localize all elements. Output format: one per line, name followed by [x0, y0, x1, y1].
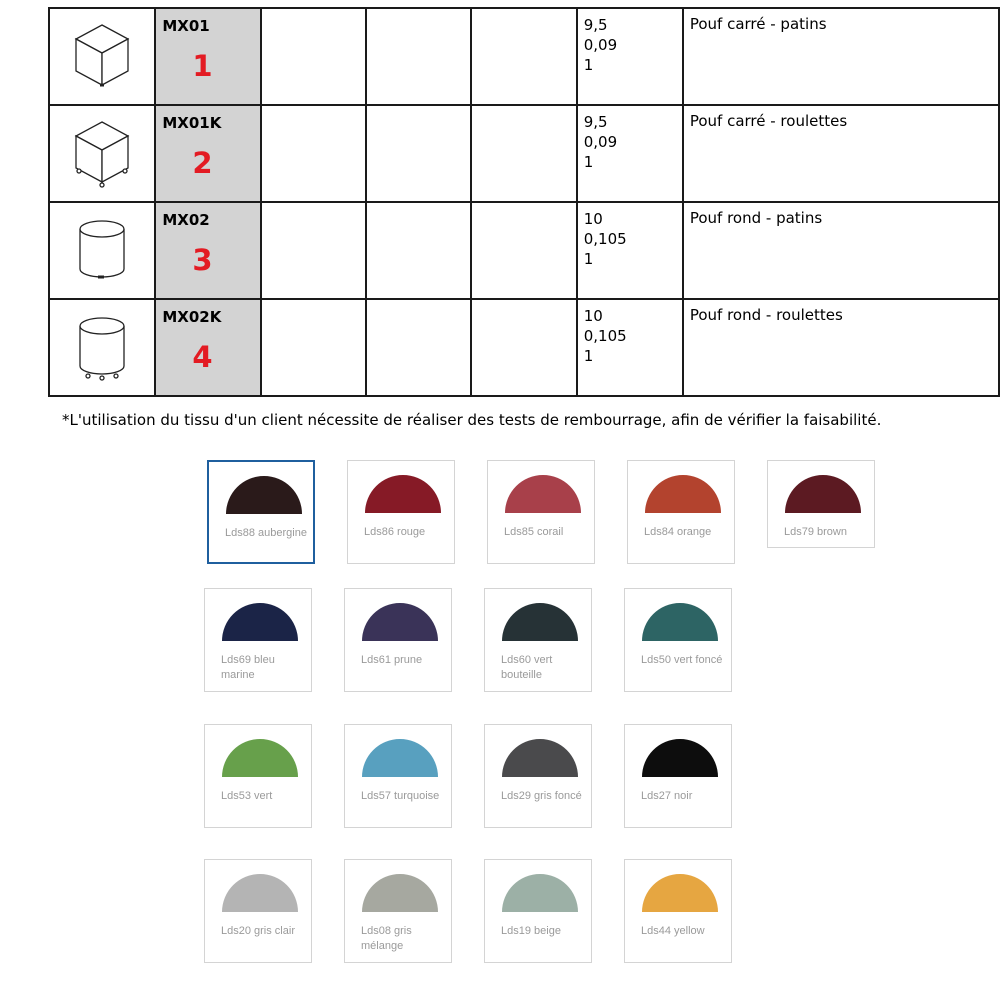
- fabric-color-sample: [644, 473, 722, 513]
- product-number: 1: [192, 49, 213, 83]
- fabric-swatch[interactable]: [767, 460, 875, 548]
- values-cell: [577, 105, 683, 202]
- empty-cell: [471, 105, 576, 202]
- value-2: 0,105: [583, 230, 627, 248]
- fabric-swatch[interactable]: [487, 460, 595, 564]
- fabric-color-sample: [364, 473, 442, 513]
- value-1: 9,5: [583, 16, 608, 34]
- fabric-swatch[interactable]: [484, 588, 592, 692]
- value-3: 1: [583, 347, 594, 365]
- product-image-cell: [49, 8, 155, 105]
- cube-pouf-icon: [50, 19, 154, 91]
- fabric-swatch[interactable]: [624, 588, 732, 692]
- fabric-color-sample: [221, 737, 299, 777]
- fabric-color-sample: [641, 872, 719, 912]
- product-description: Pouf carré - roulettes: [689, 112, 848, 130]
- fabric-swatch[interactable]: [484, 859, 592, 963]
- swatch-label: Lds57 turquoise: [361, 790, 440, 802]
- description-cell: [683, 202, 999, 299]
- footnote: *L'utilisation du tissu d'un client nécessite de réaliser des tests de rembourrage, afin de vérifier la faisabilité.: [62, 411, 882, 429]
- product-description: Pouf carré - patins: [689, 15, 827, 33]
- fabric-swatch[interactable]: [484, 724, 592, 828]
- fabric-swatch[interactable]: [624, 859, 732, 963]
- fabric-swatch[interactable]: [624, 724, 732, 828]
- product-description: Pouf rond - roulettes: [689, 306, 843, 324]
- product-image-cell: [49, 202, 155, 299]
- empty-cell: [261, 8, 366, 105]
- round-pouf-icon: [50, 213, 154, 285]
- swatch-label: Lds29 gris foncé: [501, 790, 582, 802]
- empty-cell: [366, 105, 471, 202]
- empty-cell: [366, 202, 471, 299]
- fabric-color-sample: [225, 474, 303, 514]
- swatch-label: Lds61 prune: [361, 654, 423, 666]
- table-row: [49, 299, 999, 396]
- fabric-color-sample: [361, 737, 439, 777]
- description-cell: [683, 105, 999, 202]
- empty-cell: [471, 8, 576, 105]
- swatch-label: Lds19 beige: [501, 925, 561, 937]
- fabric-swatch[interactable]: [627, 460, 735, 564]
- product-number: 4: [192, 340, 213, 374]
- product-image-cell: [49, 299, 155, 396]
- fabric-swatch[interactable]: [344, 859, 452, 963]
- fabric-color-sample: [221, 601, 299, 641]
- product-code-cell: [155, 105, 260, 202]
- product-code-cell: [155, 299, 260, 396]
- value-2: 0,09: [583, 133, 618, 151]
- value-1: 10: [583, 210, 603, 228]
- swatch-label: Lds27 noir: [641, 790, 693, 802]
- product-table: [48, 7, 1000, 397]
- swatch-label: Lds79 brown: [784, 526, 847, 538]
- fabric-swatch[interactable]: [204, 724, 312, 828]
- swatch-label: Lds86 rouge: [364, 526, 426, 538]
- swatch-label: Lds84 orange: [644, 526, 712, 538]
- product-code: MX02K: [162, 308, 222, 326]
- value-1: 10: [583, 307, 603, 325]
- swatch-label: Lds85 corail: [504, 526, 564, 538]
- swatch-label: Lds53 vert: [221, 790, 273, 802]
- fabric-color-sample: [641, 737, 719, 777]
- table-row: [49, 8, 999, 105]
- values-cell: [577, 299, 683, 396]
- table-row: [49, 202, 999, 299]
- fabric-swatch[interactable]: [207, 460, 315, 564]
- cube-pouf-casters-icon: [50, 116, 154, 188]
- fabric-swatch[interactable]: [344, 588, 452, 692]
- fabric-color-sample: [221, 872, 299, 912]
- swatch-label: Lds20 gris clair: [221, 925, 295, 937]
- fabric-swatch[interactable]: [204, 588, 312, 692]
- product-code-cell: [155, 8, 260, 105]
- product-image-cell: [49, 105, 155, 202]
- swatch-label: Lds69 bleu marine: [221, 654, 275, 681]
- fabric-color-sample: [361, 872, 439, 912]
- fabric-color-sample: [501, 737, 579, 777]
- product-code-cell: [155, 202, 260, 299]
- empty-cell: [471, 299, 576, 396]
- fabric-color-sample: [501, 601, 579, 641]
- value-1: 9,5: [583, 113, 608, 131]
- product-description: Pouf rond - patins: [689, 209, 823, 227]
- empty-cell: [261, 202, 366, 299]
- empty-cell: [366, 8, 471, 105]
- swatch-label: Lds50 vert foncé: [641, 654, 723, 666]
- fabric-color-sample: [504, 473, 582, 513]
- fabric-color-sample: [641, 601, 719, 641]
- swatch-label: Lds08 gris mélange: [361, 925, 412, 952]
- fabric-swatch[interactable]: [347, 460, 455, 564]
- value-3: 1: [583, 250, 594, 268]
- table-row: [49, 105, 999, 202]
- empty-cell: [261, 105, 366, 202]
- fabric-color-sample: [361, 601, 439, 641]
- value-3: 1: [583, 56, 594, 74]
- empty-cell: [366, 299, 471, 396]
- empty-cell: [261, 299, 366, 396]
- product-number: 2: [192, 146, 213, 180]
- description-cell: [683, 299, 999, 396]
- empty-cell: [471, 202, 576, 299]
- fabric-color-sample: [784, 473, 862, 513]
- swatch-label: Lds88 aubergine: [225, 527, 307, 539]
- fabric-color-sample: [501, 872, 579, 912]
- round-pouf-casters-icon: [50, 310, 154, 382]
- product-code: MX02: [162, 211, 210, 229]
- fabric-swatch[interactable]: [344, 724, 452, 828]
- values-cell: [577, 202, 683, 299]
- value-3: 1: [583, 153, 594, 171]
- swatch-label: Lds60 vert bouteille: [501, 654, 553, 681]
- fabric-swatch[interactable]: [204, 859, 312, 963]
- product-code: MX01: [162, 17, 210, 35]
- values-cell: [577, 8, 683, 105]
- description-cell: [683, 8, 999, 105]
- value-2: 0,09: [583, 36, 618, 54]
- product-code: MX01K: [162, 114, 222, 132]
- swatch-label: Lds44 yellow: [641, 925, 705, 937]
- product-number: 3: [192, 243, 213, 277]
- value-2: 0,105: [583, 327, 627, 345]
